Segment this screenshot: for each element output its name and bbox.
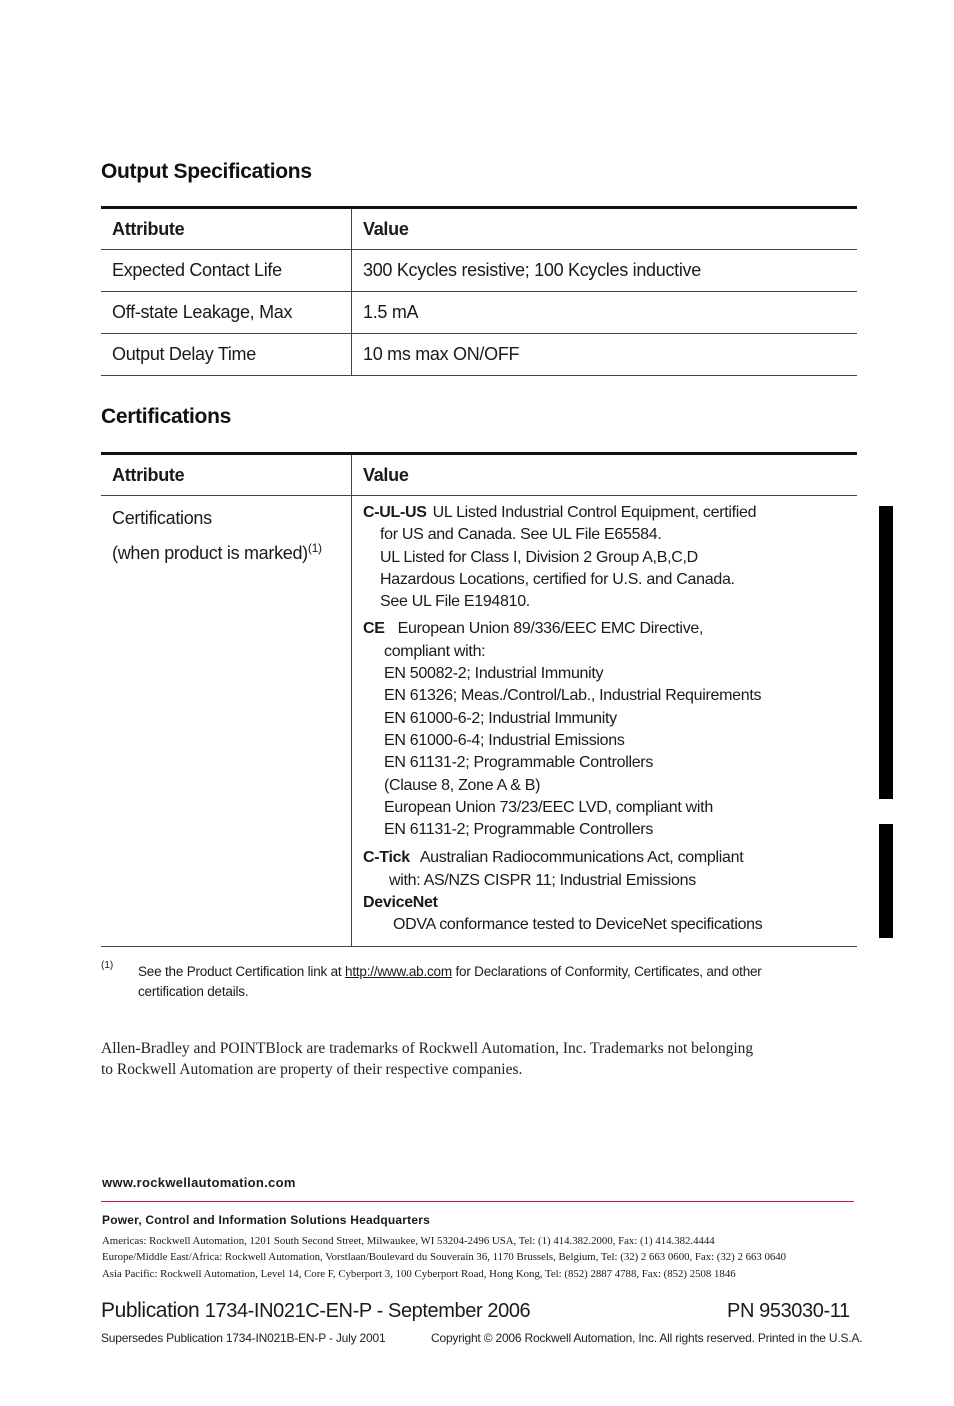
- output-specs-value: 10 ms max ON/OFF: [352, 334, 858, 376]
- address-emea: Europe/Middle East/Africa: Rockwell Automation, Vorstlaan/Boulevard du Souverain 36, 1170 Brussels, Belgium, Tel: (32) 2 663 0600, Fax: (32) 2 663 0640: [102, 1251, 787, 1264]
- cert-cul-line: for US and Canada. See UL File E65584.: [380, 526, 662, 544]
- ab-link[interactable]: http://www.ab.com: [345, 964, 452, 979]
- hq-addresses: [102, 1233, 862, 1282]
- output-specs-value: 1.5 mA: [352, 292, 858, 334]
- trademark-line2: to Rockwell Automation are property of their respective companies.: [101, 1061, 523, 1078]
- part-number: PN 953030-11: [727, 1300, 850, 1322]
- cert-cul-block: [363, 502, 846, 613]
- certifications-attr-line1: Certifications: [112, 508, 212, 528]
- cert-ctick-line: Australian Radiocommunications Act, compliant: [419, 849, 744, 867]
- copyright-note: Copyright © 2006 Rockwell Automation, Inc. All rights reserved. Printed in the U.S.A.: [431, 1331, 863, 1345]
- certifications-attr: [101, 496, 352, 947]
- address-americas: Americas: Rockwell Automation, 1201 South Second Street, Milwaukee, WI 53204-2496 USA, Tel: (1) 414.382.2000, Fax: (1) 414.382.4444: [102, 1235, 715, 1247]
- cert-ce-line: compliant with:: [384, 642, 486, 660]
- certifications-value: [352, 496, 858, 947]
- output-specs-table: [101, 206, 857, 376]
- cert-cul-label: C-UL-US: [363, 504, 427, 521]
- publication-word: Publication: [101, 1299, 200, 1322]
- output-specs-header-attribute: Attribute: [101, 208, 352, 250]
- trademark-notice: [101, 1038, 861, 1080]
- output-specs-attr: Off-state Leakage, Max: [101, 292, 352, 334]
- footnote-line2: certification details.: [138, 984, 249, 999]
- certifications-header-value: Value: [352, 454, 858, 496]
- cert-ce-line: EN 61000-6-2; Industrial Immunity: [384, 709, 617, 727]
- publication-id: 1734-IN021C-EN-P - September 2006: [204, 1300, 531, 1322]
- cert-ce-block: [363, 618, 846, 841]
- footnote-text-after: for Declarations of Conformity, Certificates, and other: [451, 964, 762, 979]
- cert-ctick-block: [363, 847, 846, 892]
- footnote-text: [138, 962, 838, 1002]
- footer-rule: [101, 1201, 854, 1202]
- cert-ce-label: CE: [363, 620, 385, 638]
- edge-tab-marker-lower: [879, 824, 893, 938]
- footnote-text-before: See the Product Certification link at: [138, 964, 346, 979]
- cert-devicenet-label: DeviceNet: [363, 894, 438, 912]
- footnote-ref: (1): [307, 541, 322, 555]
- cert-ce-line: EN 61000-6-4; Industrial Emissions: [384, 731, 625, 749]
- cert-ce-line: European Union 73/23/EEC LVD, compliant with: [384, 798, 713, 816]
- output-specs-title: Output Specifications: [101, 160, 312, 183]
- address-asia-pacific: Asia Pacific: Rockwell Automation, Level 14, Core F, Cyberport 3, 100 Cyberport Road, Hong Kong, Tel: (852) 2887 4788, Fax: (852) 2508 1846: [102, 1267, 736, 1280]
- trademark-line1: Allen-Bradley and POINTBlock are trademarks of Rockwell Automation, Inc. Trademarks not belonging: [101, 1040, 754, 1057]
- cert-ce-line: (Clause 8, Zone A & B): [384, 776, 541, 794]
- footnote-marker: (1): [101, 960, 114, 971]
- cert-devicenet-block: [363, 892, 846, 937]
- edge-tab-marker-upper: [879, 506, 893, 799]
- table-row: [101, 250, 857, 292]
- supersedes-note: Supersedes Publication 1734-IN021B-EN-P - July 2001: [101, 1331, 386, 1345]
- cert-ce-line: EN 50082-2; Industrial Immunity: [384, 665, 604, 683]
- cert-cul-line: Hazardous Locations, certified for U.S. and Canada.: [380, 570, 735, 588]
- cert-ce-line: European Union 89/336/EEC EMC Directive,: [397, 620, 704, 638]
- cert-devicenet-line: ODVA conformance tested to DeviceNet specifications: [393, 916, 763, 934]
- cert-cul-line: See UL File E194810.: [380, 593, 530, 611]
- output-specs-attr: Output Delay Time: [101, 334, 352, 376]
- website-url[interactable]: www.rockwellautomation.com: [102, 1175, 296, 1190]
- output-specs-value: 300 Kcycles resistive; 100 Kcycles inductive: [352, 250, 858, 292]
- certifications-header-attribute: Attribute: [101, 454, 352, 496]
- certifications-table: [101, 452, 857, 947]
- cert-ce-line: EN 61131-2; Programmable Controllers: [384, 754, 654, 772]
- table-row: [101, 496, 857, 947]
- hq-title: Power, Control and Information Solutions Headquarters: [102, 1213, 430, 1227]
- table-row: [101, 334, 857, 376]
- table-row: [101, 292, 857, 334]
- cert-cul-line: UL Listed Industrial Control Equipment, certified: [432, 504, 757, 521]
- output-specs-header-value: Value: [352, 208, 858, 250]
- cert-ce-line: EN 61131-2; Programmable Controllers: [384, 821, 654, 839]
- certifications-attr-note: (when product is marked): [112, 543, 308, 563]
- cert-ce-line: EN 61326; Meas./Control/Lab., Industrial Requirements: [384, 687, 762, 705]
- certifications-title: Certifications: [101, 405, 231, 428]
- cert-ctick-label: C-Tick: [363, 849, 410, 867]
- output-specs-attr: Expected Contact Life: [101, 250, 352, 292]
- cert-ctick-line: with: AS/NZS CISPR 11; Industrial Emissions: [389, 871, 696, 889]
- cert-cul-line: UL Listed for Class I, Division 2 Group A,B,C,D: [380, 548, 698, 566]
- publication-number: [101, 1299, 530, 1323]
- certifications-attr-line2: [112, 531, 340, 570]
